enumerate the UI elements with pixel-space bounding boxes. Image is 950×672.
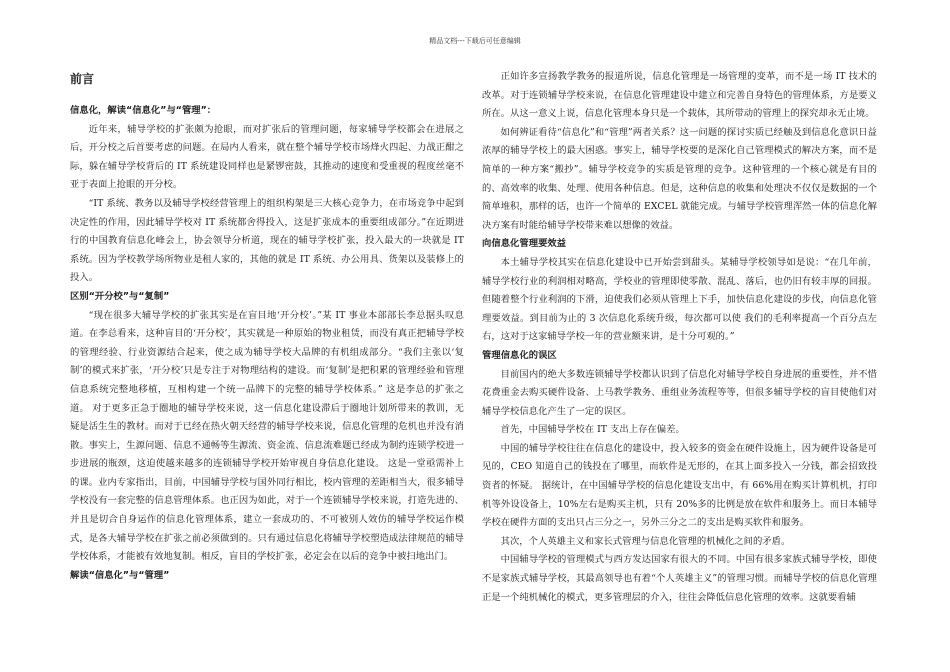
left-column <box>70 68 464 585</box>
section-heading-branch-vs-copy: 区别“开分校”与“复制” <box>70 290 170 302</box>
section-heading-benefits: 向信息化管理要效益 <box>482 238 567 250</box>
paragraph: 正如许多宣扬教学教务的报道所说，信息化管理是一场管理的变革，而不是一场 IT 技术的改革。对于连锁辅导学校来说，在信息化管理建设中建立和完善自身特色的管理体系，方是要义所在。从这一意义上说，信息化管理本身只是一个载体，其所带动的管理上的探究却永无止境。 <box>482 71 877 120</box>
paragraph: 如何辨证看待“信息化”和“管理”两者关系？这一问题的探讨实质已经触及到信息化意识日益浓厚的辅导学校上的最大困惑。事实上，辅导学校要的是深化自己管理模式的解决方案，而不是简单的一种方案“搬抄”。辅导学校竞争的实质是管理的竞争。这种管理的一个核心就是有目的的、高效率的收集、处理、使用各种信息。但是，这种信息的收集和处理决不仅仅是数据的一个简单堆积，那样的话，也许一个简单的 EXCEL 就能完成。与辅导学校管理浑然一体的信息化解决方案有时能给辅导学校带来难以想像的效益。 <box>482 126 877 231</box>
paragraph: 中国的辅导学校往往在信息化的建设中，投入较多的资金在硬件设施上，因为硬件设备是可见的，CEO 知道自己的钱投在了哪里，而软件是无形的，在其上面多投入一分钱，都会招致投资者的怀疑。 据统计，在中国辅导学校的信息化建设支出中，有 66%用在购买计算机机，打印机等外设设备上，10%左右是购买主机，只有 20%多的比例是放在软件和服务上。而日本辅导学校在硬件方面的支出只占三分之一，另外三分之二的支出是购买软件和服务。 <box>482 442 877 529</box>
section-heading-misconceptions: 管理信息化的误区 <box>482 349 557 361</box>
section-heading-informatization: 信息化，解读“信息化”与“管理”： <box>70 105 217 116</box>
paragraph: 其次，个人英雄主义和家长式管理与信息化管理的机械化之间的矛盾。 <box>500 535 791 547</box>
paragraph: “现在很多大辅导学校的扩张其实是在盲目地‘开分校’。”某 IT 事业本部部长李总据头叹息道。在李总看来，这种盲目的‘开分校’，其实就是一种原始的物业租赁，而没有真正把辅导学校的管理经验、行业资源结合起来，使之成为辅导学校大品牌的有机组成部分。“我们主张以‘复制’的模式来扩张，‘开分校’只是专注于对物理结构的建设。而‘复制’是把积累的管理经验和管理信息系统完整地移植，互相构建一个统一品牌下的完整的辅导学校体系。” 这是李总的扩张之道。 对于更多正急于圈地的辅导学校来说，这一信息化建设滞后于圈地计划所带来的教训，无疑是活生生的教材。而对于已经在热火朝天经营的辅导学校来说，信息化管理的危机也并没有消散。事实上，生源问题、信息不通畅等生源流、资金流、信息流难题已经成为制约连锁学校进一步进展的瓶颈，这迫使越来越多的连锁辅导学校开始审视自身信息化建设。 这是一堂亟需补上的课。业内专家指出，目前，中国辅导学校与国外同行相比，校内管理的差距相当大，很多辅导学校没有一套完整的信息管理体系。也正因为如此，对于一个连锁辅导学校来说，打造先进的、并且是切合自身运作的信息化管理体系，建立一套成功的、不可被别人效仿的辅导学校运作模式，是各大辅导学校在扩张之前必须做到的。只有通过信息化将辅导学校塑造成法律规范的辅导学校体系，才能被有效地复制。相反，盲目的学校扩张，必定会在以后的竞争中被扫地出门。 <box>70 309 464 563</box>
paragraph: 中国辅导学校的管理模式与西方发达国家有很大的不同。中国有很多家族式辅导学校，即使不是家族式辅导学校，其最高领导也有着“个人英雄主义”的管理习惯。而辅导学校的信息化管理正是一个纯机械化的模式，更多管理层的介入，往往会降低信息化管理的效率。这就要看辅 <box>482 554 877 603</box>
paragraph: 本土辅导学校其实在信息化建设中已开始尝到甜头。某辅导学校领导如是说：“在几年前，辅导学校行业的利润相对略高，学校业的管理即使零散、混乱、落后，也仍旧有较丰厚的回报。但随着整个行业利润的下滑，迫使我们必须从管理上下手，加快信息化建设的步伐，向信息化管理要效益。到目前为止的 3 次信息化系统升级，每次都可以使 我们的毛利率提高一个百分点左右，这对于这家辅导学校一年的营业额来讲，是十分可观的。” <box>482 256 877 343</box>
page-header-note: 精品文档---下载后可任意编辑 <box>429 37 521 45</box>
paragraph: “IT 系统、教务以及辅导学校经营管理上的组织构架是三大核心竞争力，在市场竞争中起到决定性的作用，因此辅导学校对 IT 系统都舍得投入，这是扩张成本的重要组成部分。”在近期进行的中国教育信息化峰会上，协会领导分析道，现在的辅导学校扩张，投入最大的一块就是 IT 系统。因为学校教学场所物业是租人家的，其他的就是 IT 系统、办公用具、货架以及装修上的投入。 <box>70 197 464 284</box>
paragraph: 首先，中国辅导学校在 IT 支出上存在偏差。 <box>500 424 685 436</box>
section-heading-interpretation: 解读“信息化”与“管理” <box>70 569 170 581</box>
right-column <box>482 68 877 607</box>
paragraph: 目前国内的绝大多数连锁辅导学校都认识到了信息化对辅导学校自身进展的重要性，并不惜花费重金去购买硬件设备、上马教学教务、重组业务流程等等，但很多辅导学校的盲目使他们对辅导学校信息化产生了一定的误区。 <box>482 368 877 417</box>
document-title: 前言 <box>70 72 95 86</box>
paragraph: 近年来，辅导学校的扩张颇为抢眼，而对扩张后的管理问题，每家辅导学校都会在进展之后，开分校之后首要考虑的问题。在局内人看来，就在整个辅导学校市场烽火四起、力战正酣之际，躲在辅导学校背后的 IT 系统建设同样也是紧锣密鼓，其推动的速度和受重视的程度丝毫不亚于表面上抢眼的开分校。 <box>70 123 464 191</box>
